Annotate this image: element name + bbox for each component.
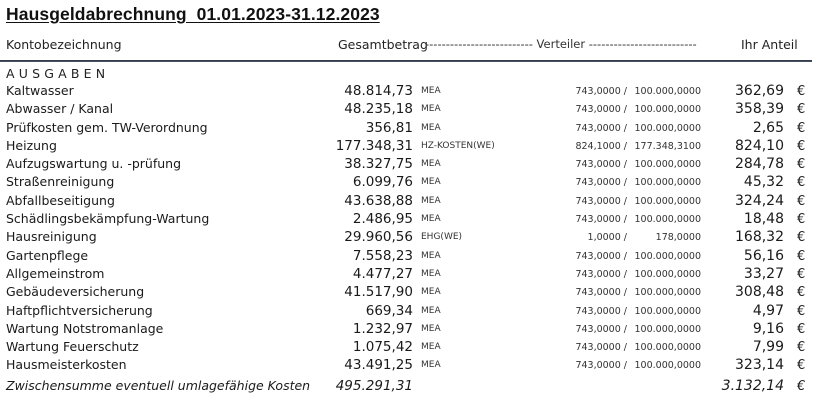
currency-symbol: €: [797, 193, 806, 209]
distribution-key: EHG(WE): [421, 232, 463, 243]
distribution-denominator: 100.000,0000: [634, 305, 701, 317]
currency-symbol: €: [797, 358, 806, 374]
owner-share: 56,16: [743, 247, 784, 264]
table-row: [0, 339, 825, 357]
distribution-denominator: 100.000,0000: [634, 86, 701, 97]
column-header-anteil: Ihr Anteil: [741, 37, 798, 52]
owner-share: 9,16: [752, 320, 784, 337]
column-header-verteiler: -------------------------- Verteiler --------------------------: [425, 37, 697, 51]
distribution-key: HZ-KOSTEN(WE): [421, 140, 495, 151]
owner-share: 323,14: [735, 357, 784, 374]
account-name: Aufzugswartung u. -prüfung: [6, 156, 182, 172]
currency-symbol: €: [797, 157, 806, 173]
currency-symbol: €: [797, 321, 806, 337]
total-amount: 4.477,27: [352, 265, 413, 282]
distribution-key: MEA: [421, 268, 441, 279]
table-row: [0, 83, 825, 101]
owner-share: 284,78: [735, 156, 784, 173]
owner-share: 308,48: [735, 284, 784, 301]
table-row: [0, 156, 825, 174]
distribution-key: MEA: [421, 177, 441, 188]
currency-symbol: €: [797, 102, 806, 118]
distribution-numerator: 743,0000 /: [575, 268, 627, 280]
currency-symbol: €: [797, 285, 806, 301]
owner-share: 2,65: [752, 119, 784, 136]
distribution-numerator: 743,0000 /: [575, 86, 627, 97]
distribution-key: MEA: [421, 104, 441, 115]
distribution-key: MEA: [421, 122, 441, 133]
distribution-denominator: 100.000,0000: [634, 268, 701, 280]
owner-share: 33,27: [743, 265, 784, 282]
total-amount: 7.558,23: [352, 247, 413, 264]
subtotal-label: Zwischensumme eventuell umlagefähige Kosten: [6, 377, 311, 393]
section-label-ausgaben: AUSGABEN: [6, 66, 110, 81]
table-row: [0, 138, 825, 156]
subtotal-row: [0, 378, 825, 396]
currency-symbol: €: [797, 120, 806, 136]
total-amount: 29.960,56: [344, 229, 413, 246]
currency-symbol: €: [797, 175, 806, 191]
expense-table: [0, 83, 825, 396]
owner-share: 45,32: [743, 174, 784, 191]
table-row: [0, 174, 825, 192]
column-header-gesamtbetrag: Gesamtbetrag: [338, 37, 428, 52]
distribution-key: MEA: [421, 360, 441, 371]
distribution-numerator: 1,0000 /: [587, 232, 627, 244]
distribution-numerator: 824,1000 /: [575, 140, 627, 152]
distribution-key: MEA: [421, 323, 441, 334]
total-amount: 48.814,73: [344, 83, 413, 99]
owner-share: 824,10: [735, 137, 784, 154]
distribution-key: MEA: [421, 159, 441, 170]
table-row: [0, 101, 825, 119]
currency-symbol: €: [797, 138, 806, 154]
total-amount: 669,34: [365, 302, 413, 319]
distribution-denominator: 100.000,0000: [634, 177, 701, 189]
distribution-denominator: 178,0000: [655, 232, 701, 244]
total-amount: 43.491,25: [344, 357, 413, 374]
distribution-numerator: 743,0000 /: [575, 104, 627, 116]
distribution-numerator: 743,0000 /: [575, 305, 627, 317]
distribution-numerator: 743,0000 /: [575, 342, 627, 354]
document-title: Hausgeldabrechnung 01.01.2023-31.12.2023: [6, 4, 380, 24]
distribution-key: MEA: [421, 195, 441, 206]
table-row: [0, 229, 825, 247]
total-amount: 1.075,42: [352, 339, 413, 356]
distribution-numerator: 743,0000 /: [575, 360, 627, 372]
table-row: [0, 284, 825, 302]
account-name: Hausreinigung: [6, 229, 97, 245]
distribution-key: MEA: [421, 342, 441, 353]
currency-symbol: €: [797, 266, 806, 282]
distribution-numerator: 743,0000 /: [575, 195, 627, 207]
distribution-denominator: 100.000,0000: [634, 323, 701, 335]
table-row: [0, 357, 825, 375]
total-amount: 48.235,18: [344, 101, 413, 118]
account-name: Gebäudeversicherung: [6, 284, 145, 300]
distribution-key: MEA: [421, 305, 441, 316]
subtotal-total-amount: 495.291,31: [335, 377, 413, 394]
table-row: [0, 266, 825, 284]
distribution-numerator: 743,0000 /: [575, 214, 627, 226]
distribution-denominator: 100.000,0000: [634, 360, 701, 372]
owner-share: 168,32: [735, 229, 784, 246]
account-name: Straßenreinigung: [6, 174, 115, 190]
currency-symbol: €: [797, 212, 806, 228]
owner-share: 358,39: [735, 101, 784, 118]
distribution-denominator: 100.000,0000: [634, 195, 701, 207]
total-amount: 43.638,88: [344, 192, 413, 209]
distribution-key: MEA: [421, 214, 441, 225]
total-amount: 41.517,90: [344, 284, 413, 301]
distribution-denominator: 100.000,0000: [634, 250, 701, 262]
total-amount: 1.232,97: [352, 320, 413, 337]
distribution-numerator: 743,0000 /: [575, 250, 627, 262]
table-row: [0, 120, 825, 138]
owner-share: 18,48: [743, 211, 784, 228]
distribution-numerator: 743,0000 /: [575, 122, 627, 134]
table-row: [0, 321, 825, 339]
distribution-numerator: 743,0000 /: [575, 177, 627, 189]
distribution-denominator: 177.348,3100: [634, 140, 701, 152]
distribution-denominator: 100.000,0000: [634, 159, 701, 171]
subtotal-owner-share: 3.132,14: [721, 377, 784, 394]
owner-share: 4,97: [752, 302, 784, 319]
distribution-denominator: 100.000,0000: [634, 122, 701, 134]
distribution-numerator: 743,0000 /: [575, 159, 627, 171]
currency-symbol: €: [797, 230, 806, 246]
table-row: [0, 248, 825, 266]
account-name: Schädlingsbekämpfung-Wartung: [6, 211, 210, 227]
distribution-denominator: 100.000,0000: [634, 342, 701, 354]
distribution-key: MEA: [421, 287, 441, 298]
distribution-denominator: 100.000,0000: [634, 287, 701, 299]
account-name: Kaltwasser: [6, 83, 74, 98]
account-name: Hausmeisterkosten: [6, 357, 127, 373]
account-name: Abfallbeseitigung: [6, 192, 115, 208]
total-amount: 177.348,31: [335, 137, 413, 154]
account-name: Allgemeinstrom: [6, 265, 105, 281]
owner-share: 362,69: [735, 83, 784, 99]
column-header-konto: Kontobezeichnung: [6, 37, 122, 52]
currency-symbol: €: [797, 303, 806, 319]
distribution-numerator: 743,0000 /: [575, 287, 627, 299]
distribution-key: MEA: [421, 86, 441, 96]
currency-symbol: €: [797, 378, 806, 394]
currency-symbol: €: [797, 84, 806, 99]
distribution-key: MEA: [421, 250, 441, 261]
account-name: Abwasser / Kanal: [6, 101, 114, 117]
table-row: [0, 211, 825, 229]
total-amount: 6.099,76: [352, 174, 413, 191]
table-row: [0, 303, 825, 321]
total-amount: 38.327,75: [344, 156, 413, 173]
distribution-numerator: 743,0000 /: [575, 323, 627, 335]
account-name: Gartenpflege: [6, 247, 89, 263]
account-name: Haftpflichtversicherung: [6, 302, 153, 318]
owner-share: 324,24: [735, 192, 784, 209]
currency-symbol: €: [797, 248, 806, 264]
table-row: [0, 193, 825, 211]
account-name: Wartung Notstromanlage: [6, 320, 164, 336]
distribution-denominator: 100.000,0000: [634, 104, 701, 116]
account-name: Heizung: [6, 137, 57, 153]
owner-share: 7,99: [752, 339, 784, 356]
currency-symbol: €: [797, 340, 806, 356]
total-amount: 356,81: [365, 119, 413, 136]
distribution-denominator: 100.000,0000: [634, 214, 701, 226]
account-name: Wartung Feuerschutz: [6, 339, 139, 355]
header-divider: [0, 60, 812, 62]
account-name: Prüfkosten gem. TW-Verordnung: [6, 119, 208, 135]
total-amount: 2.486,95: [352, 211, 413, 228]
